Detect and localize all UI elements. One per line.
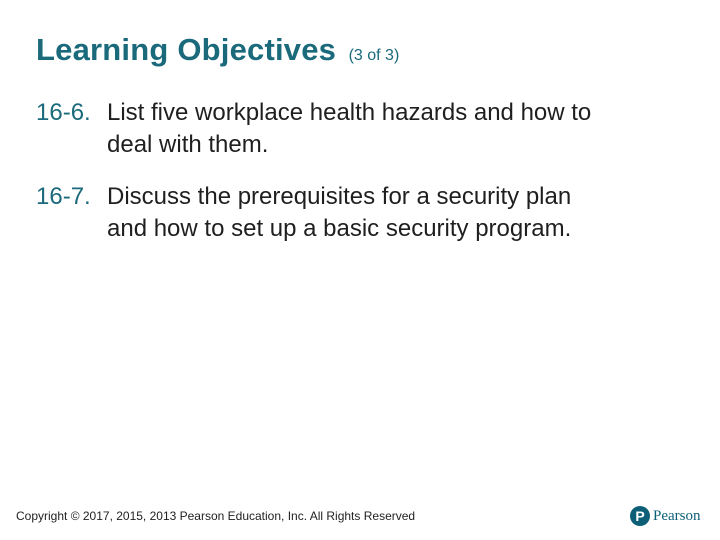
objective-16-6 <box>36 97 696 161</box>
slide-title-suffix: (3 of 3) <box>348 47 400 64</box>
copyright-notice: Copyright © 2017, 2015, 2013 Pearson Education, Inc. All Rights Reserved <box>16 509 416 523</box>
objective-text-line2: deal with them. <box>107 131 269 158</box>
slide-title: Learning Objectives <box>36 32 337 67</box>
pearson-logo-wordmark: Pearson <box>653 507 701 524</box>
objective-16-7 <box>36 181 696 245</box>
pearson-logo-icon: P <box>630 506 650 526</box>
title-row <box>36 32 399 68</box>
objective-text-line1: Discuss the prerequisites for a security plan <box>107 183 572 210</box>
objective-text-line2: and how to set up a basic security program. <box>107 215 572 242</box>
objective-number: 16-6. <box>36 99 91 126</box>
objective-text-line1: List five workplace health hazards and how to <box>107 99 592 126</box>
objective-number: 16-7. <box>36 183 91 210</box>
pearson-logo <box>630 506 701 526</box>
